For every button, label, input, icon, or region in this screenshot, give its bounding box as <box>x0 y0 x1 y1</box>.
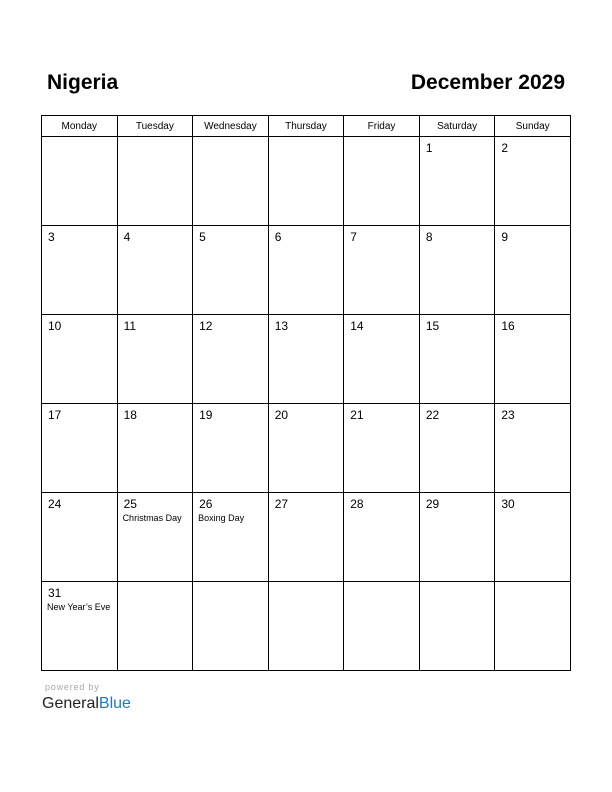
day-number: 30 <box>501 497 515 511</box>
weekday-monday: Monday <box>42 116 118 137</box>
day-cell <box>419 137 495 226</box>
day-cell <box>419 315 495 404</box>
day-number: 19 <box>199 408 213 422</box>
day-number: 18 <box>123 408 137 422</box>
day-number: 11 <box>123 319 137 333</box>
weekday-saturday: Saturday <box>419 116 495 137</box>
day-number: 22 <box>425 408 440 422</box>
day-cell <box>419 493 495 582</box>
calendar-grid <box>41 115 571 671</box>
day-number: 21 <box>350 408 364 422</box>
day-cell <box>419 404 495 493</box>
day-cell <box>495 493 571 582</box>
calendar-week-row <box>42 404 571 493</box>
empty-day-cell <box>42 137 118 226</box>
day-number: 5 <box>199 230 206 244</box>
day-cell <box>495 404 571 493</box>
day-number: 17 <box>48 408 62 422</box>
day-cell <box>117 493 193 582</box>
empty-day-cell <box>268 582 344 671</box>
holiday-label: Christmas Day <box>122 513 182 523</box>
calendar-week-row <box>42 493 571 582</box>
weekday-wednesday: Wednesday <box>193 116 269 137</box>
day-cell <box>193 493 269 582</box>
day-cell <box>268 493 344 582</box>
day-number: 31 <box>48 586 62 600</box>
day-number: 1 <box>425 141 433 155</box>
day-number: 10 <box>48 319 62 333</box>
day-cell <box>495 315 571 404</box>
day-cell <box>495 226 571 315</box>
day-cell <box>42 493 118 582</box>
day-number: 4 <box>123 230 131 244</box>
day-cell <box>117 226 193 315</box>
day-cell <box>117 315 193 404</box>
day-number: 26 <box>199 497 213 511</box>
day-cell <box>344 404 420 493</box>
calendar-week-row <box>42 226 571 315</box>
day-cell <box>495 137 571 226</box>
holiday-label: New Year’s Eve <box>47 602 111 612</box>
day-number: 25 <box>123 497 137 511</box>
day-cell <box>344 315 420 404</box>
day-number: 6 <box>274 230 282 244</box>
day-number: 14 <box>350 319 364 333</box>
day-cell <box>193 315 269 404</box>
empty-day-cell <box>193 582 269 671</box>
day-cell <box>42 226 118 315</box>
weekday-thursday: Thursday <box>268 116 344 137</box>
day-cell <box>419 226 495 315</box>
empty-day-cell <box>344 582 420 671</box>
weekday-friday: Friday <box>344 116 420 137</box>
generalblue-logo[interactable] <box>42 694 131 714</box>
day-cell <box>268 226 344 315</box>
day-number: 15 <box>425 319 440 333</box>
calendar-week-row <box>42 315 571 404</box>
country-title: Nigeria <box>47 71 119 94</box>
empty-day-cell <box>495 582 571 671</box>
weekday-tuesday: Tuesday <box>117 116 193 137</box>
day-number: 20 <box>274 408 289 422</box>
day-cell <box>193 226 269 315</box>
day-cell <box>268 315 344 404</box>
day-number: 3 <box>48 230 55 244</box>
calendar-week-row <box>42 582 571 671</box>
day-cell <box>42 582 118 671</box>
month-year-title: December 2029 <box>410 71 565 94</box>
empty-day-cell <box>117 137 193 226</box>
day-number: 12 <box>199 319 213 333</box>
day-number: 7 <box>350 230 357 244</box>
day-cell <box>117 404 193 493</box>
day-number: 27 <box>274 497 289 511</box>
empty-day-cell <box>344 137 420 226</box>
empty-day-cell <box>268 137 344 226</box>
logo-text-blue: Blue <box>98 695 131 712</box>
day-cell <box>344 493 420 582</box>
weekday-header-row <box>42 116 571 137</box>
day-number: 23 <box>501 408 515 422</box>
day-number: 9 <box>501 230 509 244</box>
day-cell <box>42 404 118 493</box>
logo-text-general: General <box>42 695 99 712</box>
day-number: 29 <box>425 497 440 511</box>
day-number: 16 <box>501 319 515 333</box>
day-cell <box>42 315 118 404</box>
day-number: 8 <box>425 230 433 244</box>
empty-day-cell <box>117 582 193 671</box>
day-cell <box>193 404 269 493</box>
empty-day-cell <box>193 137 269 226</box>
calendar-week-row <box>42 137 571 226</box>
day-number: 24 <box>48 497 62 511</box>
empty-day-cell <box>419 582 495 671</box>
holiday-label: Boxing Day <box>198 513 245 523</box>
day-number: 2 <box>501 141 509 155</box>
day-cell <box>268 404 344 493</box>
powered-by-label: powered by <box>45 682 100 692</box>
day-number: 13 <box>274 319 289 333</box>
weekday-sunday: Sunday <box>495 116 571 137</box>
day-cell <box>344 226 420 315</box>
day-number: 28 <box>350 497 364 511</box>
